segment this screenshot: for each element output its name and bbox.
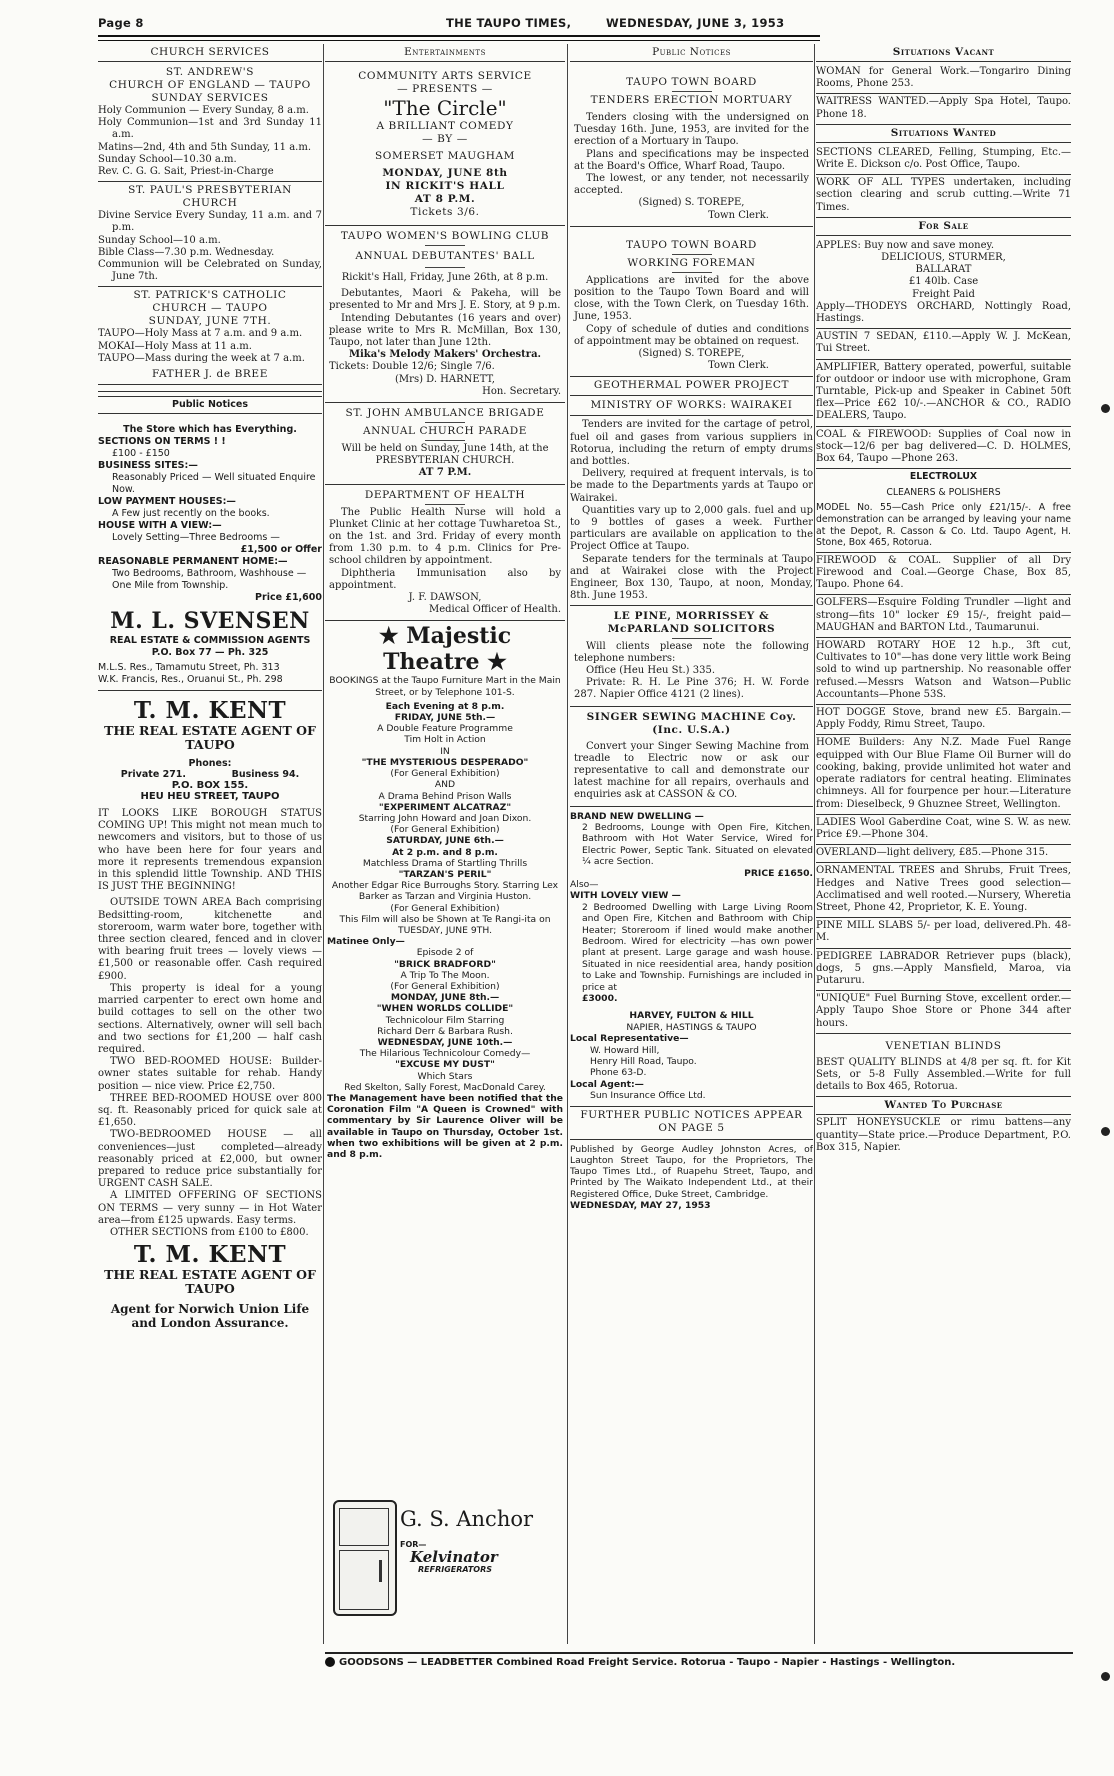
issue-date: WEDNESDAY, JUNE 3, 1953 xyxy=(606,16,785,30)
situations-vacant-heading: Situations Vacant xyxy=(816,44,1071,62)
play-author: SOMERSET MAUGHAM xyxy=(375,150,515,162)
show-date: WEDNESDAY, JUNE 10th.— xyxy=(377,1036,513,1048)
geothermal-notice xyxy=(570,377,813,605)
notice-heading: GEOTHERMAL POWER PROJECT xyxy=(570,379,813,396)
mortuary-tender-notice xyxy=(570,64,813,227)
church-services-heading: CHURCH SERVICES xyxy=(98,44,322,62)
classified-ad: OVERLAND—light delivery, £85.—Phone 315. xyxy=(816,845,1071,863)
show-line: (For General Exhibition) xyxy=(390,768,500,780)
anchor-name: G. S. Anchor xyxy=(400,1507,534,1531)
show-line: Matinee Only— xyxy=(327,936,405,948)
service-line: Rev. C. G. G. Sait, Priest-in-Charge xyxy=(98,166,274,178)
notice-heading: SINGER SEWING MACHINE Coy. xyxy=(586,710,797,723)
listing-heading: REASONABLE PERMANENT HOME:— xyxy=(98,556,288,568)
show-line: IN xyxy=(440,745,450,757)
private-phone: Private 271. xyxy=(120,769,187,781)
signature: Town Clerk. xyxy=(708,209,769,221)
notice-paragraph: Copy of schedule of duties and conditions of appointment may be obtained on request. xyxy=(574,323,809,347)
notice-paragraph: Convert your Singer Sewing Machine from treadle to Electric now or ask our representative to call and demonstrate our latest machine for all repairs, overhauls and enquiries ask at CASSON & CO. xyxy=(574,740,809,801)
residence-phone: W.K. Francis, Res., Oruanui St., Ph. 298 xyxy=(98,674,283,686)
for-sale-heading: For Sale xyxy=(816,218,1071,236)
apples-ad xyxy=(816,238,1071,329)
presenter: COMMUNITY ARTS SERVICE xyxy=(358,70,532,82)
anchor-for: FOR— xyxy=(400,1540,427,1549)
st-pauls-notice xyxy=(98,182,322,287)
classified-ad: HOT DOGGE Stove, brand new £5. Bargain.—Apply Foddy, Rimu Street, Taupo. xyxy=(816,705,1071,735)
notice-heading: ST. ANDREW'S xyxy=(165,66,255,78)
listing-line: Local Agent:— xyxy=(570,1078,644,1090)
public-notices-heading: Public Notices xyxy=(570,44,813,62)
listing-detail: 2 Bedroomed Dwelling with Large Living Room and Open Fire, Kitchen and Bathroom with Chip Heater; Storeroom if lined would make another Bedroom. Wired for electricity —has own power plant at present. Large garage and wash house. Situated in nice reesidential area, handy position to Lake and Township. Furnishings are included in price at xyxy=(582,901,813,993)
notice-paragraph: Intending Debutantes (16 years and over) please write to Mrs R. McMillan, Box 130, Taupo, not later than June 12th. xyxy=(329,312,561,349)
ad-heading: VENETIAN BLINDS xyxy=(885,1039,1002,1052)
play-date: MONDAY, JUNE 8th xyxy=(382,167,508,179)
notice-line: AT 7 P.M. xyxy=(418,467,472,479)
agent-name: T. M. KENT xyxy=(133,697,287,725)
notice-heading: CHURCH OF ENGLAND — TAUPO xyxy=(109,79,311,91)
ad-line: BEST QUALITY BLINDS at 4/8 per sq. ft. for Kit Sets, or 5-8 Fully Assembled.—Write for full details to Box 465, Rotorua. xyxy=(816,1056,1071,1093)
signature: Medical Officer of Health. xyxy=(428,604,561,616)
show-date: FRIDAY, JUNE 5th.— xyxy=(394,712,496,724)
listing-line: Henry Hill Road, Taupo. xyxy=(590,1056,697,1068)
notice-paragraph: The Public Health Nurse will hold a Plunket Clinic at her cottage Tuwharetoa St., on the 1st. and 3rd. Friday of every month from 1.30 p.m. to 4 p.m. Clinics for Pre-school children by appointment. xyxy=(329,506,561,567)
classified-ad: PEDIGREE LABRADOR Retriever pups (black), dogs, 5 gns.—Apply Mansfield, Maroa, via Putaruru. xyxy=(816,949,1071,992)
notice-heading: TAUPO TOWN BOARD xyxy=(626,238,757,251)
classified-ad: GOLFERS—Esquire Folding Trundler —light and strong—fits 10" locker £9 15/-, freight paid—MAUGHAN and BARTON Ltd., Taumarunui. xyxy=(816,595,1071,638)
classified-ad: COAL & FIREWOOD: Supplies of Coal now in stock—12/6 per bag delivered—C. D. HOLMES, Box 64, Taupo —Phone 263. xyxy=(816,427,1071,470)
show-line: This Film will also be Shown at Te Rangi-ita on TUESDAY, JUNE 9TH. xyxy=(339,913,551,936)
entertainments-heading: Entertainments xyxy=(325,44,565,62)
publisher-imprint xyxy=(570,1140,813,1215)
ad-line: DELICIOUS, STURMER, xyxy=(881,252,1006,264)
notice-paragraph: Separate tenders for the terminals at Taupo and at Wairakei close with the Project Engineer, Box 130, Taupo, at noon, Monday, 8th. June 1953. xyxy=(570,553,813,602)
show-line: (For General Exhibition) xyxy=(390,902,500,914)
service-line: TAUPO—Mass during the week at 7 a.m. xyxy=(98,352,305,364)
play-venue: IN RICKIT'S HALL xyxy=(385,180,505,192)
play-genre: A BRILLIANT COMEDY xyxy=(376,120,514,132)
show-date: SATURDAY, JUNE 6th.— xyxy=(386,835,504,847)
column-rule xyxy=(814,44,815,1644)
booking-info: BOOKINGS at the Taupo Furniture Mart in the Main Street, or by Telephone 101-S. xyxy=(329,675,561,698)
show-line: Episode 2 of xyxy=(416,947,474,959)
service-line: Holy Communion — Every Sunday, 8 a.m. xyxy=(98,105,309,116)
bowling-club-notice xyxy=(325,226,565,403)
notice-subheading: (Inc. U.S.A.) xyxy=(652,723,731,736)
classified-ad: SECTIONS CLEARED, Felling, Stumping, Etc.—Write E. Dickson c/o. Post Office, Taupo. xyxy=(816,145,1071,175)
classified-ad: SPLIT HONEYSUCKLE or rimu battens—any quantity—State price.—Produce Department, P.O. Box 315, Napier. xyxy=(816,1117,1071,1153)
service-line: MOKAI—Holy Mass at 11 a.m. xyxy=(98,340,252,352)
ad-heading: ELECTROLUX xyxy=(909,471,978,483)
singer-notice xyxy=(570,707,813,807)
classified-ad: ORNAMENTAL TREES and Shrubs, Fruit Trees, Hedges and Native Trees good selection—Acclimatised and well rooted.—Nursery, Wheretia Street, Phone 42, Proprietor, K. E. Young. xyxy=(816,863,1071,918)
ad-line: APPLES: Buy now and save money. xyxy=(816,239,995,251)
listing-price: PRICE £1650. xyxy=(744,867,813,879)
situations-wanted-heading: Situations Wanted xyxy=(816,125,1071,143)
service-line: TAUPO—Holy Mass at 7 a.m. and 9 a.m. xyxy=(98,328,303,340)
play-title: "The Circle" xyxy=(383,96,507,120)
notice-paragraph: Tenders closing with the undersigned on Tuesday 16th. June, 1953, are invited for the erection of a Mortuary in Taupo. xyxy=(574,112,809,148)
punch-hole-icon xyxy=(1101,1127,1110,1136)
show-line: Another Edgar Rice Burroughs Story. Starring Lex Barker as Tarzan and Virginia Huston. xyxy=(331,880,559,903)
wanted-to-purchase-heading: Wanted To Purchase xyxy=(816,1097,1071,1115)
signature: (Signed) S. TOREPE, xyxy=(638,348,745,360)
page-number: Page 8 xyxy=(98,16,144,30)
notice-heading: ST. JOHN AMBULANCE BRIGADE xyxy=(345,407,545,420)
signature: Town Clerk. xyxy=(708,360,769,372)
harvey-fulton-ad xyxy=(570,807,813,1107)
listing-line: W. Howard Hill, xyxy=(590,1044,660,1056)
show-line: Technicolour Film Starring xyxy=(385,1014,505,1026)
listing-heading: LOW PAYMENT HOUSES:— xyxy=(98,496,236,508)
ad-line: Freight Paid xyxy=(912,288,975,300)
firm-name: M. L. SVENSEN xyxy=(110,608,310,635)
listing-detail: Two Bedrooms, Bathroom, Washhouse — One Mile from Township. xyxy=(112,568,307,592)
column-4 xyxy=(816,44,1071,1154)
solicitors-notice xyxy=(570,606,813,707)
column-rule xyxy=(323,44,324,1644)
listing-detail: A Few just recently on the books. xyxy=(112,508,270,520)
show-line: Tim Holt in Action xyxy=(404,734,486,746)
service-line: Communion will be Celebrated on Sunday, June 7th. xyxy=(98,259,322,283)
st-john-notice xyxy=(325,403,565,485)
ad-line: Apply—THODEYS ORCHARD, Nottingly Road, Hastings. xyxy=(816,300,1071,325)
listing-heading: BRAND NEW DWELLING — xyxy=(570,810,704,822)
film-title: "BRICK BRADFORD" xyxy=(394,958,496,970)
notice-heading: SUNDAY, JUNE 7TH. xyxy=(148,315,272,328)
phones-label: Phones: xyxy=(188,758,232,770)
agent-insurance: Agent for Norwich Union Life and London Assurance. xyxy=(110,1302,310,1331)
firm-locations: NAPIER, HASTINGS & TAUPO xyxy=(626,1021,757,1033)
notice-paragraph: Will clients please note the following telephone numbers: xyxy=(574,640,809,664)
signature: (Mrs) D. HARNETT, xyxy=(395,373,495,385)
business-phone: Business 94. xyxy=(231,769,300,781)
notice-subheading: WORKING FOREMAN xyxy=(627,256,756,269)
ad-line: MODEL No. 55—Cash Price only £21/15/-. A free demonstration can be arranged by leaving your name at the Depot, R. Casson & Co. Ltd. Taupo Agent, H. Stone, Box 465, Rotorua. xyxy=(816,502,1071,549)
st-patricks-notice xyxy=(98,287,322,385)
listing-line: Sun Insurance Office Ltd. xyxy=(590,1090,706,1102)
notice-paragraph: Tenders are invited for the cartage of petrol, fuel oil and gases from various suppliers in Rotorua, including the return of empty drums and bottles. xyxy=(570,419,813,468)
show-line: AND xyxy=(434,779,456,791)
listing-detail: 2 Bedrooms, Lounge with Open Fire, Kitchen, Bathroom with Hot Water Service, Wired for Electric Power, Septic Tank. Situated on elevated ¼ acre Section. xyxy=(582,821,813,868)
notice-line: Office (Heu Heu St.) 335. xyxy=(586,664,716,676)
paper-name: THE TAUPO TIMES, xyxy=(446,16,572,30)
agent-name: T. M. KENT xyxy=(133,1241,287,1269)
notice-heading: CHURCH — TAUPO xyxy=(152,302,268,315)
service-line: Sunday School—10 a.m. xyxy=(98,234,221,246)
bullet-icon xyxy=(325,1657,335,1667)
column-2 xyxy=(325,44,565,1162)
notice-line: Rickit's Hall, Friday, June 26th, at 8 p.m. xyxy=(341,272,549,283)
punch-hole-icon xyxy=(1101,404,1110,413)
anchor-refrigerators: REFRIGERATORS xyxy=(418,1565,493,1574)
punch-hole-icon xyxy=(1101,1672,1110,1681)
film-title: "TARZAN'S PERIL" xyxy=(398,868,492,880)
notice-line: Tickets: Double 12/6; Single 7/6. xyxy=(329,361,495,373)
show-date: MONDAY, JUNE 8th.— xyxy=(390,992,500,1004)
notice-paragraph: Applications are invited for the above position to the Taupo Town Board and will close, with the Town Clerk, on Tuesday 16th. June, 1953. xyxy=(574,274,809,323)
notice-heading: ST. PATRICK'S CATHOLIC xyxy=(133,289,287,302)
notice-paragraph: The lowest, or any tender, not necessarily accepted. xyxy=(574,173,809,197)
notice-paragraph: Debutantes, Maori & Pakeha, will be presented to Mr and Mrs J. E. Story, at 9 p.m. xyxy=(329,288,561,312)
notice-paragraph: Quantities vary up to 2,000 gals. fuel and up to 9 bottles of gases a week. Further particulars are available on application to the Project Office at Taupo. xyxy=(570,504,813,553)
listing-heading: WITH LOVELY VIEW — xyxy=(570,890,681,902)
ad-paragraph: OUTSIDE TOWN AREA Bach comprising Bedsitting-room, kitchenette and storeroom, warm water bore, together with three section cleared, fenced and in clover with bearing fruit trees — lovely views — £1,500 or reasonable offer. Cash required £900. xyxy=(98,897,322,982)
notice-subheading: ANNUAL CHURCH PARADE xyxy=(362,425,528,438)
firm-box: P.O. Box 77 — Ph. 325 xyxy=(151,647,269,659)
notice-paragraph: Diphtheria Immunisation also by appointment. xyxy=(329,567,561,591)
notice-paragraph: Private: R. H. Le Pine 376; H. W. Forde 287. Napier Office 4121 (2 lines). xyxy=(574,677,809,701)
theatre-name: Majestic Theatre xyxy=(383,623,512,676)
signature: Hon. Secretary. xyxy=(482,385,561,397)
film-title: "THE MYSTERIOUS DESPERADO" xyxy=(361,756,529,768)
store-slogan: The Store which has Everything. xyxy=(123,424,297,436)
imprint-date: WEDNESDAY, MAY 27, 1953 xyxy=(570,1199,711,1211)
show-line: The Hilarious Technicolour Comedy— xyxy=(359,1048,531,1060)
play-tickets: Tickets 3/6. xyxy=(410,206,480,218)
show-line: Which Stars xyxy=(417,1070,473,1082)
refrigerator-illustration xyxy=(333,1500,397,1616)
notice-paragraph: Will be held on Sunday, June 14th, at the PRESBYTERIAN CHURCH. xyxy=(341,443,549,467)
listing-line: Local Representative— xyxy=(570,1033,689,1045)
st-andrews-notice xyxy=(98,64,322,182)
notice-subheading: TENDERS ERECTION MORTUARY xyxy=(590,94,793,106)
listing-price: £1,500 or Offer xyxy=(240,544,322,556)
residence-phone: M.L.S. Res., Tamamutu Street, Ph. 313 xyxy=(98,662,280,674)
listing-heading: BUSINESS SITES:— xyxy=(98,460,198,472)
listing-detail: Lovely Setting—Three Bedrooms — xyxy=(112,532,280,544)
anchor-ad xyxy=(400,1506,560,1574)
svensen-ad xyxy=(98,416,322,686)
ad-line: £1 40lb. Case xyxy=(908,276,979,288)
agent-subtitle: THE REAL ESTATE AGENT OF TAUPO xyxy=(104,1267,316,1297)
footer-text: GOODSONS — LEADBETTER Combined Road Freight Service. Rotorua - Taupo - Napier - Hastings - Wellington. xyxy=(339,1657,956,1668)
show-line: At 2 p.m. and 8 p.m. xyxy=(392,846,498,858)
listing-heading: HOUSE WITH A VIEW:— xyxy=(98,520,222,532)
classified-ad: WAITRESS WANTED.—Apply Spa Hotel, Taupo. Phone 18. xyxy=(816,94,1071,124)
listing-line: Also— xyxy=(570,878,599,890)
notice-heading: ST. PAUL'S PRESBYTERIAN xyxy=(128,184,292,197)
listing-detail: Reasonably Priced — Well situated Enquire Now. xyxy=(112,472,316,496)
show-line: A Trip To The Moon. xyxy=(400,969,490,981)
signature: (Signed) S. TOREPE, xyxy=(638,197,745,209)
further-notices xyxy=(570,1107,813,1140)
agent-street: HEU HEU STREET, TAUPO xyxy=(140,791,280,803)
notice-heading: CHURCH xyxy=(182,197,238,210)
ad-subheading: CLEANERS & POLISHERS xyxy=(886,486,1001,498)
show-line: Each Evening at 8 p.m. xyxy=(385,700,505,712)
venetian-blinds-ad xyxy=(816,1034,1071,1098)
firm-name: HARVEY, FULTON & HILL xyxy=(629,1010,754,1022)
presents-line: — PRESENTS — xyxy=(397,83,493,95)
notice-subheading: ANNUAL DEBUTANTES' BALL xyxy=(355,250,535,262)
kelvinator-logo: Kelvinator xyxy=(410,1548,498,1566)
ad-line: BALLARAT xyxy=(915,264,972,276)
ad-paragraph: IT LOOKS LIKE BOROUGH STATUS COMING UP! This might not mean much to newcomers and visitors, but to those of us who have been here for four years and more it represents tremendous expansion in this splendid little Township. AND THIS IS JUST THE BEGINNING! xyxy=(98,808,322,893)
listing-heading: SECTIONS ON TERMS ! ! xyxy=(98,436,226,448)
show-line: A Drama Behind Prison Walls xyxy=(378,790,512,802)
ad-paragraph: A LIMITED OFFERING OF SECTIONS ON TERMS — very sunny — in Hot Water area—from £125 upwards. Easy terms. xyxy=(98,1190,322,1226)
classified-ad: AUSTIN 7 SEDAN, £110.—Apply W. J. McKean, Tui Street. xyxy=(816,329,1071,359)
notice-heading: LE PINE, MORRISSEY & McPARLAND SOLICITORS xyxy=(607,609,776,635)
show-line: A Double Feature Programme xyxy=(377,723,513,735)
agent-subtitle: THE REAL ESTATE AGENT OF TAUPO xyxy=(104,723,316,753)
service-line: Matins—2nd, 4th and 5th Sunday, 11 a.m. xyxy=(98,141,312,153)
listing-price: Price £1,600 xyxy=(255,592,322,604)
ad-paragraph: OTHER SECTIONS from £100 to £800. xyxy=(110,1226,309,1238)
column-rule xyxy=(567,44,568,1644)
play-time: AT 8 P.M. xyxy=(414,193,476,205)
show-line: Matchless Drama of Startling Thrills xyxy=(362,857,528,869)
coronation-notice: The Management have been notified that the Coronation Film "A Queen is Crowned" with commentary by Sir Laurence Oliver will be available in Taupo on Thursday, October 1st. when two exhibitions will be given at 2 p.m. and 8 p.m. xyxy=(327,1092,563,1160)
classified-ad: HOME Builders: Any N.Z. Made Fuel Range equipped with Our Blue Flame Oil Burner will do cooking, baking, provide unlimited hot water and operate radiators for central heating. Eliminates chimneys. All for fourpence per hour.—Literature from: Dieselbeck, 9 Ghuznee Street, Wellington. xyxy=(816,735,1071,814)
classified-ad: WORK OF ALL TYPES undertaken, including section clearing and scrub cutting.—Write 71 Times. xyxy=(816,175,1071,218)
ad-paragraph: THREE BED-ROOMED HOUSE over 800 sq. ft. Reasonably priced for quick sale at £1,650. xyxy=(98,1092,322,1129)
show-line: Red Skelton, Sally Forest, MacDonald Carey. xyxy=(344,1081,546,1093)
notice-heading: DEPARTMENT OF HEALTH xyxy=(364,488,526,501)
theatre-title: ★ Majestic Theatre ★ xyxy=(378,623,512,676)
film-title: "EXPERIMENT ALCATRAZ" xyxy=(378,801,512,813)
classified-ad: PINE MILL SLABS 5/- per load, delivered.Ph. 48-M. xyxy=(816,918,1071,948)
majestic-theatre-ad xyxy=(325,621,565,1162)
notice-subheading: MINISTRY OF WORKS: WAIRAKEI xyxy=(570,396,813,416)
imprint-text: Published by George Audley Johnston Acres, of Laughton Street Taupo, for the Proprietors, The Taupo Times Ltd., of Ruapehu Street, Taupo, and Printed by The Waikato Independent Ltd., at their Registered Office, Duke Street, Cambridge. xyxy=(570,1143,813,1200)
notice-paragraph: Delivery, required at frequent intervals, is to be made to the Departments yards at Taupo or Wairakei. xyxy=(570,468,813,504)
kent-ad xyxy=(98,691,322,1330)
classified-ad: LADIES Wool Gaberdine Coat, wine S. W. as new. Price £9.—Phone 304. xyxy=(816,815,1071,845)
listing-detail: £100 - £150 xyxy=(112,448,170,460)
notice-line: Mika's Melody Makers' Orchestra. xyxy=(348,349,542,361)
listing-line: Phone 63-D. xyxy=(590,1067,647,1079)
priest-name: FATHER J. de BREE xyxy=(152,368,268,381)
notice-heading: FURTHER PUBLIC NOTICES APPEAR ON PAGE 5 xyxy=(580,1108,803,1134)
ad-paragraph: TWO-BEDROOMED HOUSE — all conveniences—just completed—already reasonably priced at £2,000, but owner prepared to reduce price substantially for URGENT CASH SALE. xyxy=(98,1129,322,1190)
service-line: Holy Communion—1st and 3rd Sunday 11 a.m. xyxy=(98,117,322,141)
service-line: Bible Class—7.30 p.m. Wednesday. xyxy=(98,246,275,258)
classified-ad: FIREWOOD & COAL. Supplier of all Dry Firewood and Coal.—George Chase, Box 85, Taupo. Phone 64. xyxy=(816,553,1071,596)
agent-box: P.O. BOX 155. xyxy=(171,780,249,792)
notice-paragraph: Plans and specifications may be inspected at the Board's Office, Wharf Road, Taupo. xyxy=(574,148,809,172)
firm-subtitle: REAL ESTATE & COMMISSION AGENTS xyxy=(109,635,311,647)
by-line: — BY — xyxy=(422,133,468,145)
column-3 xyxy=(570,44,813,1215)
public-notices-heading: Public Notices xyxy=(98,396,322,414)
show-line: (For General Exhibition) xyxy=(390,824,500,836)
film-title: "EXCUSE MY DUST" xyxy=(395,1059,495,1071)
classified-ad: AMPLIFIER, Battery operated, powerful, suitable for outdoor or indoor use with microphone, Gram Turntable, Pick-up and Speaker in Cabinet 50ft flex—Price £62 10/-.—ANCHOR & CO., RADIO DEALERS, Taupo. xyxy=(816,360,1071,427)
ad-paragraph: This property is ideal for a young married carpenter to erect own home and build cottages to sell on the other two sections. Alternatively, owner will sell bach and two sections for £1,200 — half cash required. xyxy=(98,982,322,1055)
show-line: Starring John Howard and Joan Dixon. xyxy=(358,812,532,824)
column-1 xyxy=(98,44,322,1330)
foreman-notice xyxy=(570,227,813,378)
classified-ad: WOMAN for General Work.—Tongariro Dining Rooms, Phone 253. xyxy=(816,64,1071,94)
show-line: Richard Derr & Barbara Rush. xyxy=(377,1025,513,1037)
notice-heading: TAUPO TOWN BOARD xyxy=(626,76,757,88)
notice-heading: TAUPO WOMEN'S BOWLING CLUB xyxy=(340,230,550,242)
electrolux-ad xyxy=(816,469,1071,553)
show-line: (For General Exhibition) xyxy=(390,980,500,992)
ad-paragraph: TWO BED-ROOMED HOUSE: Builder-owner states suitable for rehab. Handy position — nice view. Price £2,750. xyxy=(98,1056,322,1092)
health-notice xyxy=(325,485,565,622)
film-title: "WHEN WORLDS COLLIDE" xyxy=(376,1003,514,1015)
service-line: Divine Service Every Sunday, 11 a.m. and 7 p.m. xyxy=(98,210,322,234)
service-line: Sunday School—10.30 a.m. xyxy=(98,153,237,165)
masthead-rule xyxy=(98,35,820,41)
notice-heading: SUNDAY SERVICES xyxy=(151,92,269,104)
listing-price: £3000. xyxy=(582,993,618,1005)
masthead xyxy=(98,16,818,36)
signature: J. F. DAWSON, xyxy=(408,592,482,604)
classified-ad: "UNIQUE" Fuel Burning Stove, excellent order.—Apply Taupo Shoe Store or Phone 344 after hours. xyxy=(816,991,1071,1034)
freight-footer xyxy=(325,1652,1073,1675)
classified-ad: HOWARD ROTARY HOE 12 h.p., 3ft cut, Cultivates to 10"—has done very little work Being sold to wind up partnership. No reasonable offer refused.—Messrs Watson and Watson—Public Accountants—Phone 53S. xyxy=(816,638,1071,705)
circle-notice xyxy=(325,64,565,226)
